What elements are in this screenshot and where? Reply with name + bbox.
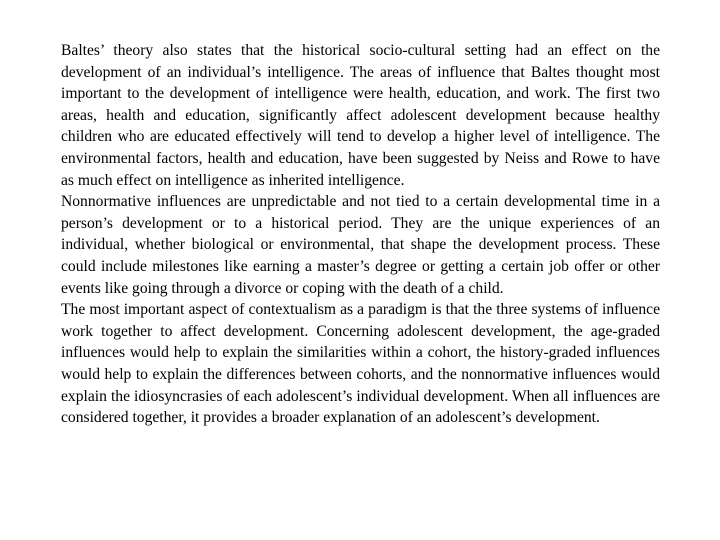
document-body [61,40,660,429]
paragraph-baltes-theory: Baltes’ theory also states that the historical socio-cultural setting had an effect on the development of an individual’s intelligence. The areas of influence that Baltes thought most important to the development of intelligence were health, education, and work. The first two areas, health and education, significantly affect adolescent development because healthy children who are educated effectively will tend to develop a higher level of intelligence. The environmental factors, health and education, have been suggested by Neiss and Rowe to have as much effect on intelligence as inherited intelligence. [61,42,660,189]
paragraph-nonnormative-influences: Nonnormative influences are unpredictable and not tied to a certain developmental time in a person’s development or to a historical period. They are the unique experiences of an individual, whether biological or environmental, that shape the development process. These could include milestones like earning a master’s degree or getting a certain job offer or other events like going through a divorce or coping with the death of a child. [61,193,660,297]
paragraph-contextualism: The most important aspect of contextualism as a paradigm is that the three systems of influence work together to affect development. Concerning adolescent development, the age-graded influences would help to explain the similarities within a cohort, the history-graded influences would help to explain the differences between cohorts, and the nonnormative influences would explain the idiosyncrasies of each adolescent’s individual development. When all influences are considered together, it provides a broader explanation of an adolescent’s development. [61,301,660,427]
